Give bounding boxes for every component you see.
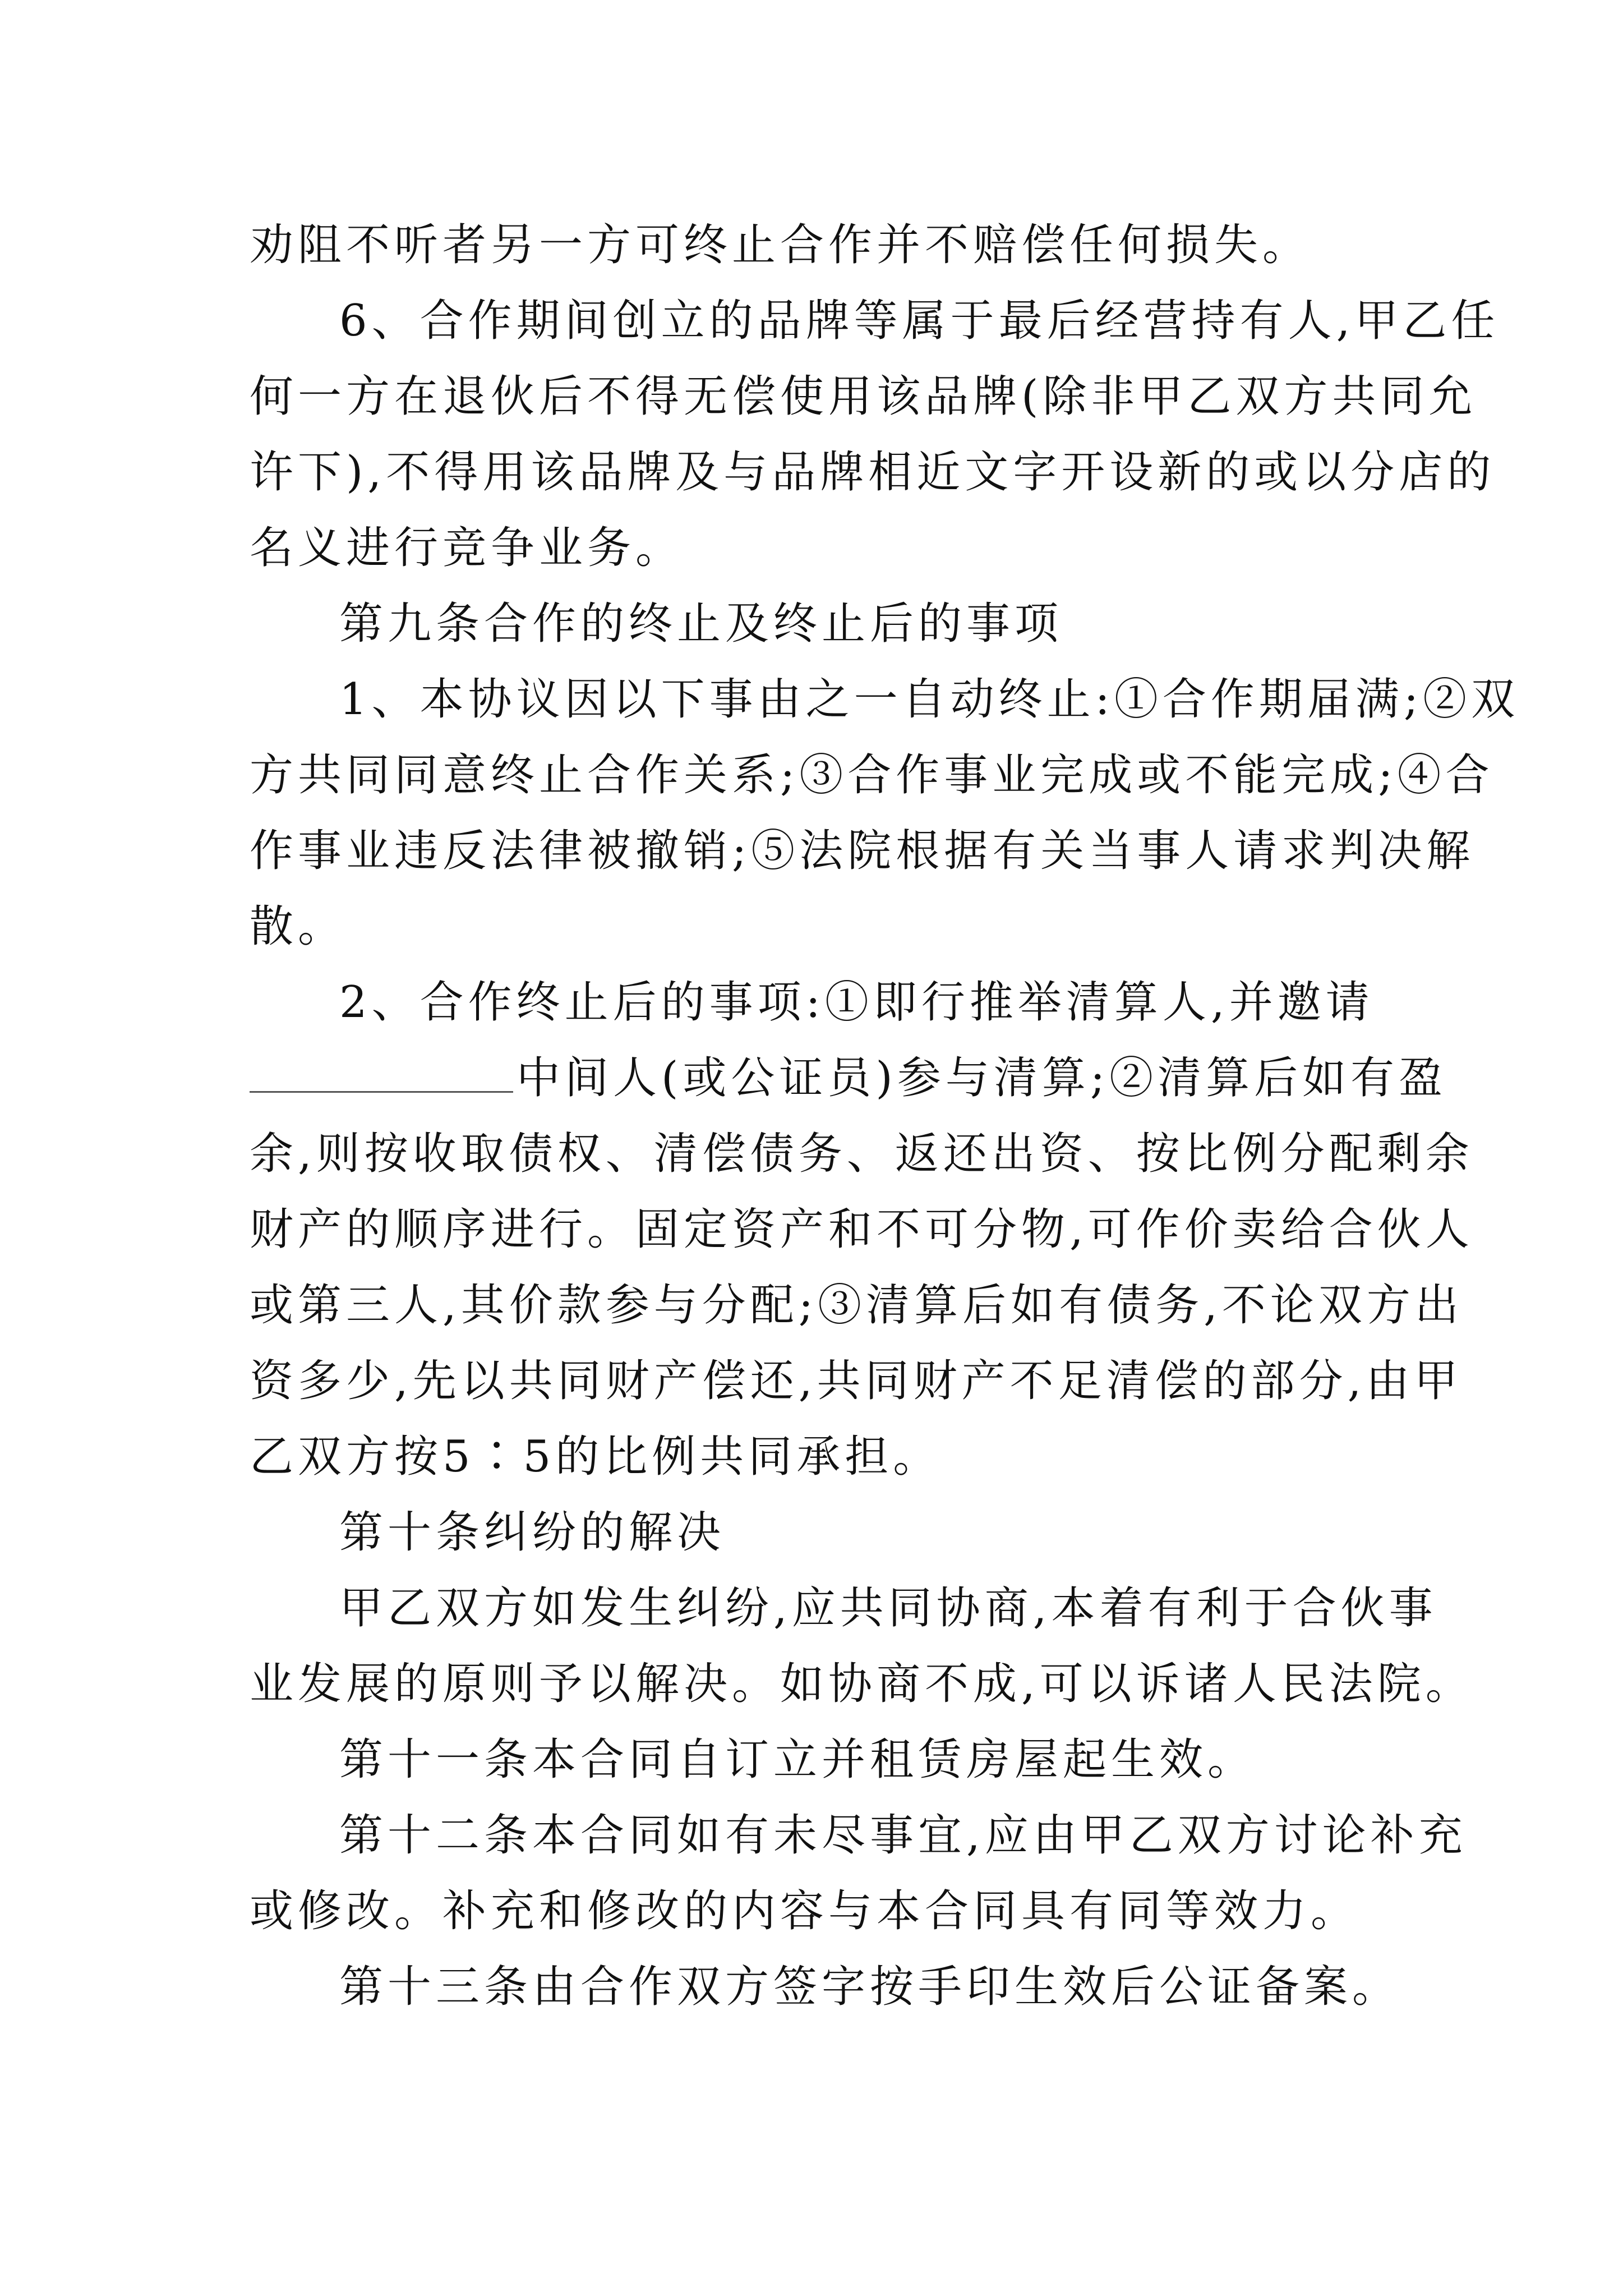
section-heading: 第十一条本合同自订立并租赁房屋起生效。 (339, 1734, 1256, 1785)
text-line: 作事业违反法律被撤销;⑤法院根据有关当事人请求判决解 (250, 826, 1475, 876)
text-line: 1、本协议因以下事由之一自动终止:①合作期届满;②双 (339, 674, 1520, 725)
text-line-with-blank (250, 1041, 1447, 1116)
text-line: 或第三人,其价款参与分配;③清算后如有债务,不论双方出 (250, 1280, 1463, 1331)
text-line: 散。 (250, 901, 347, 952)
text-line: 名义进行竞争业务。 (250, 523, 684, 573)
fill-in-blank (250, 1057, 513, 1093)
text-line: 劝阻不听者另一方可终止合作并不赔偿任何损失。 (250, 220, 1311, 270)
section-heading: 第十条纠纷的解决 (339, 1507, 726, 1558)
text-line: 2、合作终止后的事项:①即行推举清算人,并邀请 (339, 977, 1374, 1028)
text-line: 业发展的原则予以解决。如协商不成,可以诉诸人民法院。 (250, 1659, 1474, 1709)
section-heading: 第九条合作的终止及终止后的事项 (339, 599, 1063, 649)
text-line: 6、合作期间创立的品牌等属于最后经营持有人,甲乙任 (339, 296, 1500, 346)
text-line: 乙双方按5∶5的比例共同承担。 (250, 1432, 942, 1482)
section-heading: 第十二条本合同如有未尽事宜,应由甲乙双方讨论补充 (339, 1810, 1467, 1861)
text-line: 方共同同意终止合作关系;③合作事业完成或不能完成;④合 (250, 750, 1494, 800)
text-line: 财产的顺序进行。固定资产和不可分物,可作价卖给合伙人 (250, 1204, 1474, 1255)
text-line: 何一方在退伙后不得无偿使用该品牌(除非甲乙双方共同允 (250, 371, 1477, 422)
text-line: 或修改。补充和修改的内容与本合同具有同等效力。 (250, 1886, 1359, 1936)
text-line: 余,则按收取债权、清偿债务、返还出资、按比例分配剩余 (250, 1129, 1474, 1179)
text-line: 资多少,先以共同财产偿还,共同财产不足清偿的部分,由甲 (250, 1356, 1463, 1406)
section-heading: 第十三条由合作双方签字按手印生效后公证备案。 (339, 1962, 1401, 2012)
document-body (250, 208, 1520, 2025)
text-line: 甲乙双方如发生纠纷,应共同协商,本着有利于合伙事 (339, 1583, 1437, 1634)
text-line: 许下),不得用该品牌及与品牌相近文字开设新的或以分店的 (250, 447, 1496, 498)
text-line-rest: 中间人(或公证员)参与清算;②清算后如有盈 (517, 1053, 1447, 1103)
